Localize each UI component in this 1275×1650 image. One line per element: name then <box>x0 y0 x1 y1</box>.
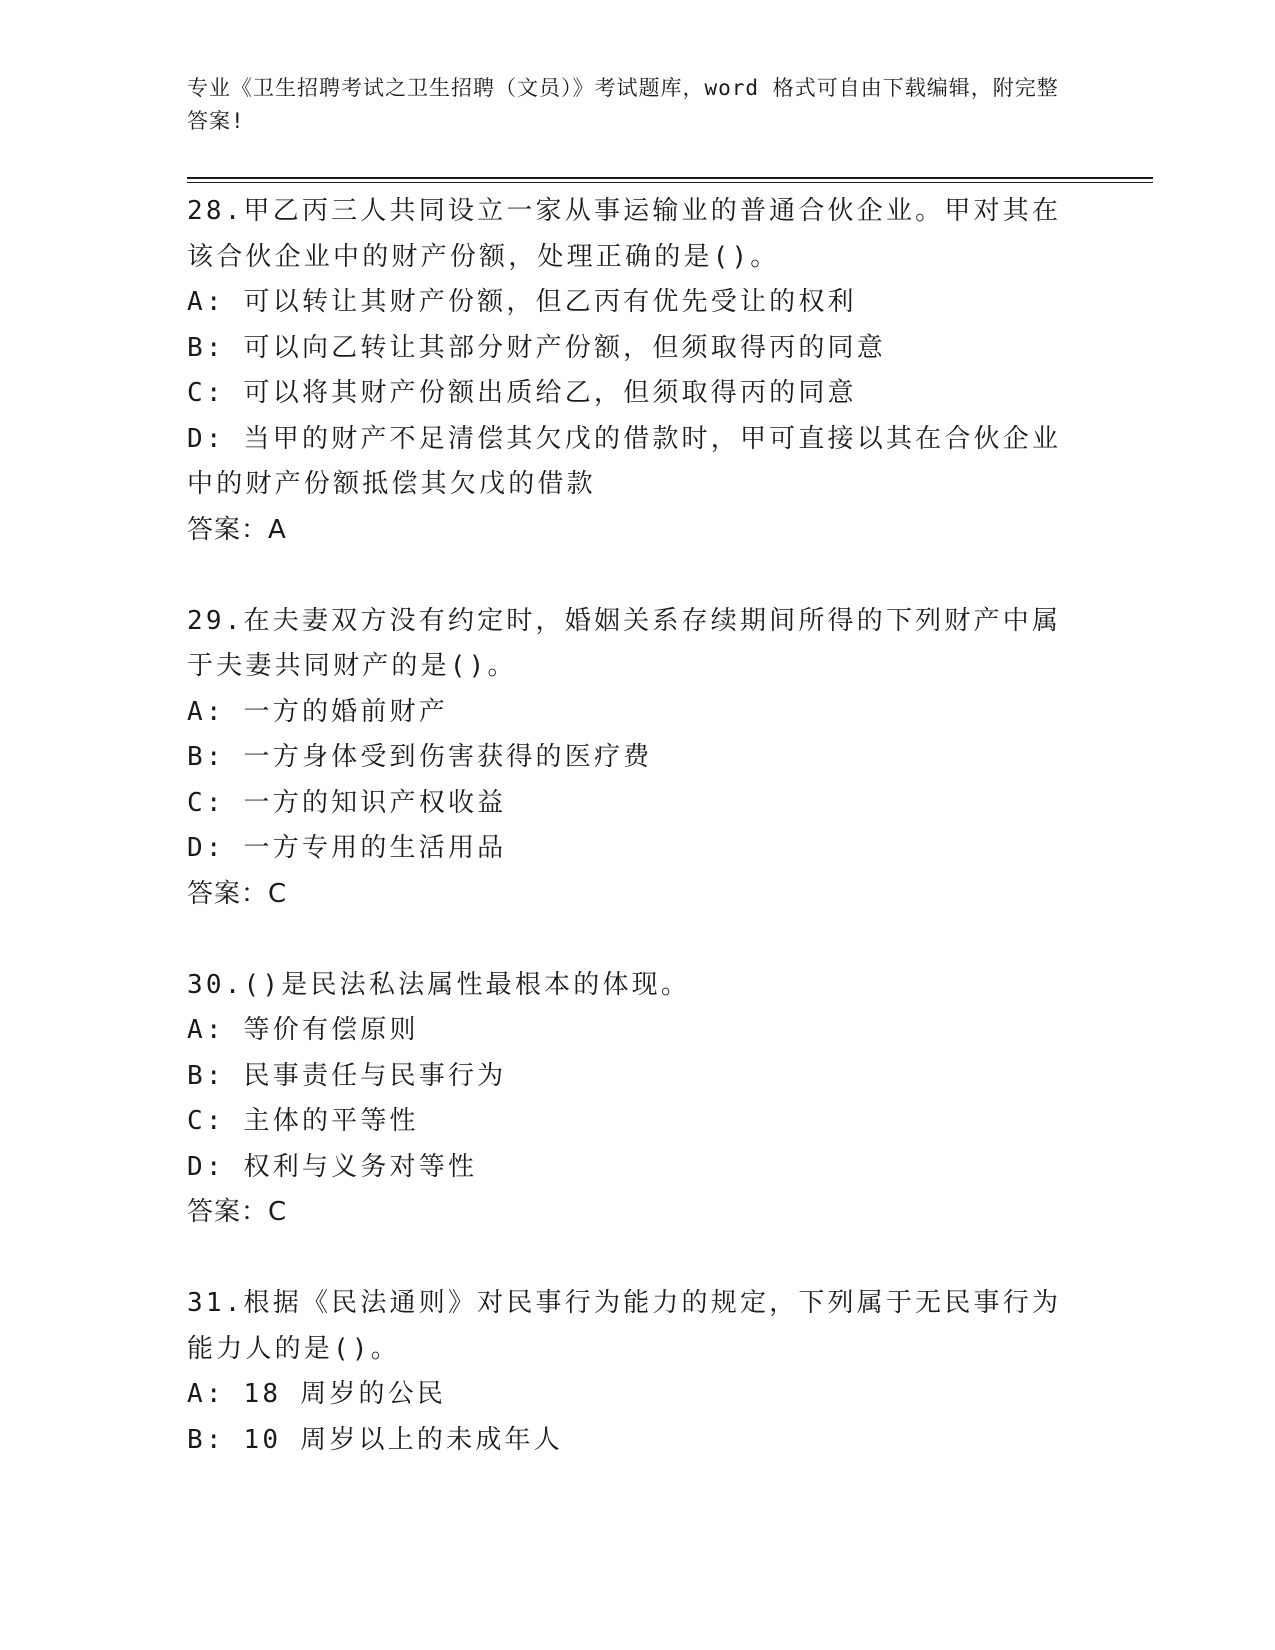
option-d: D: 一方专用的生活用品 <box>187 833 507 863</box>
question-text: 30.()是民法私法属性最根本的体现。 <box>187 969 691 1000</box>
question-list <box>187 189 1077 1463</box>
option-d: D: 权利与义务对等性 <box>187 1151 478 1182</box>
question-28 <box>187 189 1077 553</box>
option-b: B: 可以向乙转让其部分财产份额，但须取得丙的同意 <box>187 332 886 363</box>
document-header <box>187 72 1067 138</box>
option-c: C: 可以将其财产份额出质给乙，但须取得丙的同意 <box>187 378 857 408</box>
header-divider-thin <box>187 182 1153 183</box>
header-divider-thick <box>187 177 1153 179</box>
option-b: B: 民事责任与民事行为 <box>187 1060 507 1091</box>
option-a: A: 一方的婚前财产 <box>187 696 448 727</box>
option-a: A: 可以转让其财产份额，但乙丙有优先受让的权利 <box>187 287 857 317</box>
question-text: 28.甲乙丙三人共同设立一家从事运输业的普通合伙企业。甲对其在该合伙企业中的财产份额，处理正确的是()。 <box>187 196 1062 272</box>
option-d: D: 当甲的财产不足清偿其欠戊的借款时，甲可直接以其在合伙企业中的财产份额抵偿其欠戊的借款 <box>187 423 1062 499</box>
option-c: C: 一方的知识产权收益 <box>187 787 507 818</box>
question-31 <box>187 1281 1077 1463</box>
answer-label: 答案：C <box>187 878 288 909</box>
option-b: B: 10 周岁以上的未成年人 <box>187 1424 563 1455</box>
option-b: B: 一方身体受到伤害获得的医疗费 <box>187 742 653 772</box>
answer-label: 答案：C <box>187 1197 288 1227</box>
header-intro: 专业《卫生招聘考试之卫生招聘（文员）》考试题库，word 格式可自由下载编辑，附完整答案! <box>187 76 1059 133</box>
option-a: A: 18 周岁的公民 <box>187 1379 447 1409</box>
question-30 <box>187 963 1077 1236</box>
question-29 <box>187 599 1077 918</box>
option-a: A: 等价有偿原则 <box>187 1015 419 1045</box>
option-c: C: 主体的平等性 <box>187 1106 419 1136</box>
question-text: 29.在夫妻双方没有约定时，婚姻关系存续期间所得的下列财产中属于夫妻共同财产的是()。 <box>187 605 1062 681</box>
question-text: 31.根据《民法通则》对民事行为能力的规定，下列属于无民事行为能力人的是()。 <box>187 1288 1062 1364</box>
answer-label: 答案：A <box>187 514 287 545</box>
